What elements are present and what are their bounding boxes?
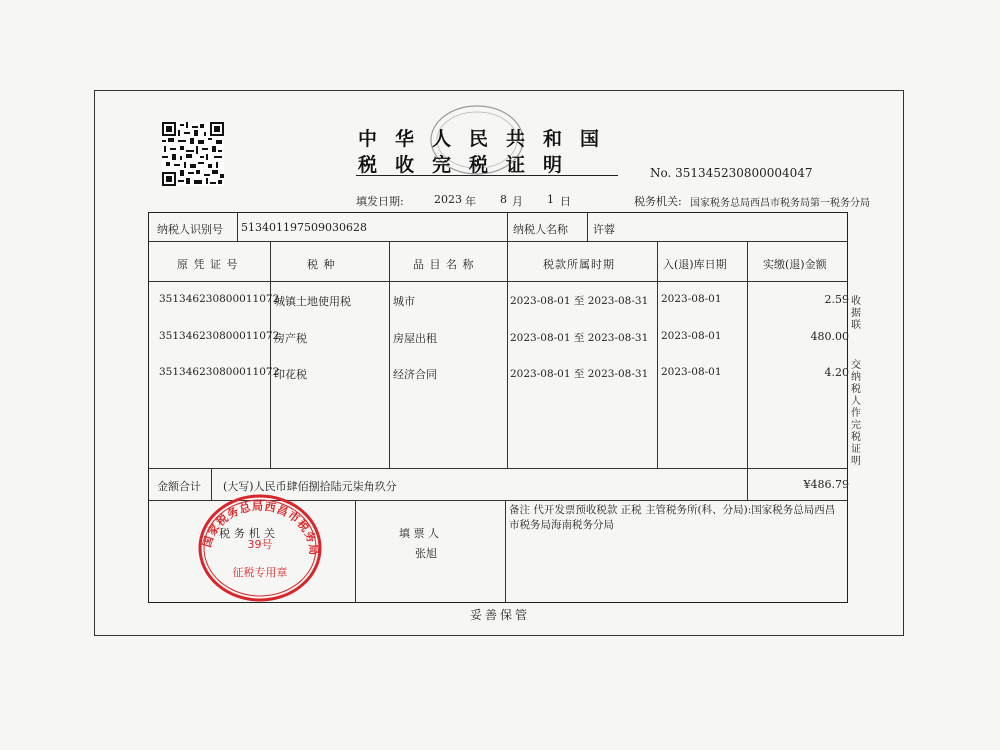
row-item: 经济合同 [393, 368, 437, 381]
row-tax-type: 城镇土地使用税 [274, 295, 351, 308]
taxpayer-name-value: 许蓉 [593, 223, 615, 236]
header-date: 入(退)库日期 [663, 258, 727, 271]
stamp-code: 39号 [247, 538, 273, 551]
row-date: 2023-08-01 [661, 330, 722, 342]
row-voucher: 351346230800011072 [159, 293, 280, 305]
row-item: 房屋出租 [393, 332, 437, 345]
row-tax-type: 房产税 [274, 332, 307, 345]
issue-month-unit: 月 [512, 195, 523, 208]
tax-authority-label: 税务机关 [219, 527, 279, 540]
title-underline [356, 175, 618, 176]
row-period: 2023-08-01 至 2023-08-31 [510, 332, 649, 344]
row-amount: 480.00 [810, 330, 849, 343]
row-item: 城市 [393, 295, 415, 308]
row-voucher: 351346230800011072 [159, 330, 280, 342]
row-date: 2023-08-01 [661, 293, 722, 305]
header-period: 税款所属时期 [543, 258, 615, 271]
row-date: 2023-08-01 [661, 366, 722, 378]
header-voucher: 原 凭 证 号 [177, 258, 239, 271]
taxpayer-name-label: 纳税人名称 [513, 223, 568, 236]
taxpayer-id-label: 纳税人识别号 [157, 223, 223, 236]
filler-label: 填 票 人 [399, 527, 439, 540]
issue-day: 1 [547, 193, 554, 206]
total-label: 金额合计 [157, 480, 201, 493]
side-label-receipt: 收据联 [851, 296, 861, 331]
header-amount: 实缴(退)金额 [763, 258, 827, 271]
qr-code-icon [162, 122, 224, 186]
header-item: 品 目 名 称 [413, 258, 475, 271]
total-words: (大写)人民币肆佰捌拾陆元柒角玖分 [223, 480, 397, 493]
row-period: 2023-08-01 至 2023-08-31 [510, 295, 649, 307]
side-label-proof: 交纳税人作完税证明 [851, 360, 861, 467]
filler-name: 张旭 [415, 547, 437, 560]
tax-office-label: 税务机关: [634, 195, 682, 208]
issue-year: 2023 [434, 193, 462, 206]
certificate-number: No. 351345230800004047 [650, 166, 813, 180]
issue-date-label: 填发日期: [356, 195, 404, 208]
row-amount: 2.59 [824, 293, 849, 306]
stamp-bottom-text: 征税专用章 [232, 566, 288, 579]
remarks: 备注 代开发票预收税款 正税 主管税务所(科、分局):国家税务总局西昌市税务局海南税务分局 [509, 504, 836, 531]
issue-month: 8 [500, 193, 507, 206]
row-amount: 4.20 [824, 366, 849, 379]
stamp-arc-text: 国家税务总局西昌市税务局 [200, 499, 321, 557]
taxpayer-id-value: 513401197509030628 [241, 221, 367, 234]
row-voucher: 351346230800011072 [159, 366, 280, 378]
header-tax-type: 税 种 [307, 258, 336, 271]
issue-year-unit: 年 [465, 195, 476, 208]
footer-note: 妥善保管 [469, 608, 530, 622]
total-value: ¥486.79 [803, 478, 849, 491]
issue-day-unit: 日 [560, 195, 571, 208]
row-tax-type: 印花税 [274, 368, 307, 381]
official-red-stamp [196, 492, 324, 604]
row-period: 2023-08-01 至 2023-08-31 [510, 368, 649, 380]
document-title-line1: 中 华 人 民 共 和 国 [358, 128, 600, 150]
document-title-line2: 税 收 完 税 证 明 [358, 154, 563, 176]
tax-office-value: 国家税务总局西昌市税务局第一税务分局 [690, 198, 870, 209]
